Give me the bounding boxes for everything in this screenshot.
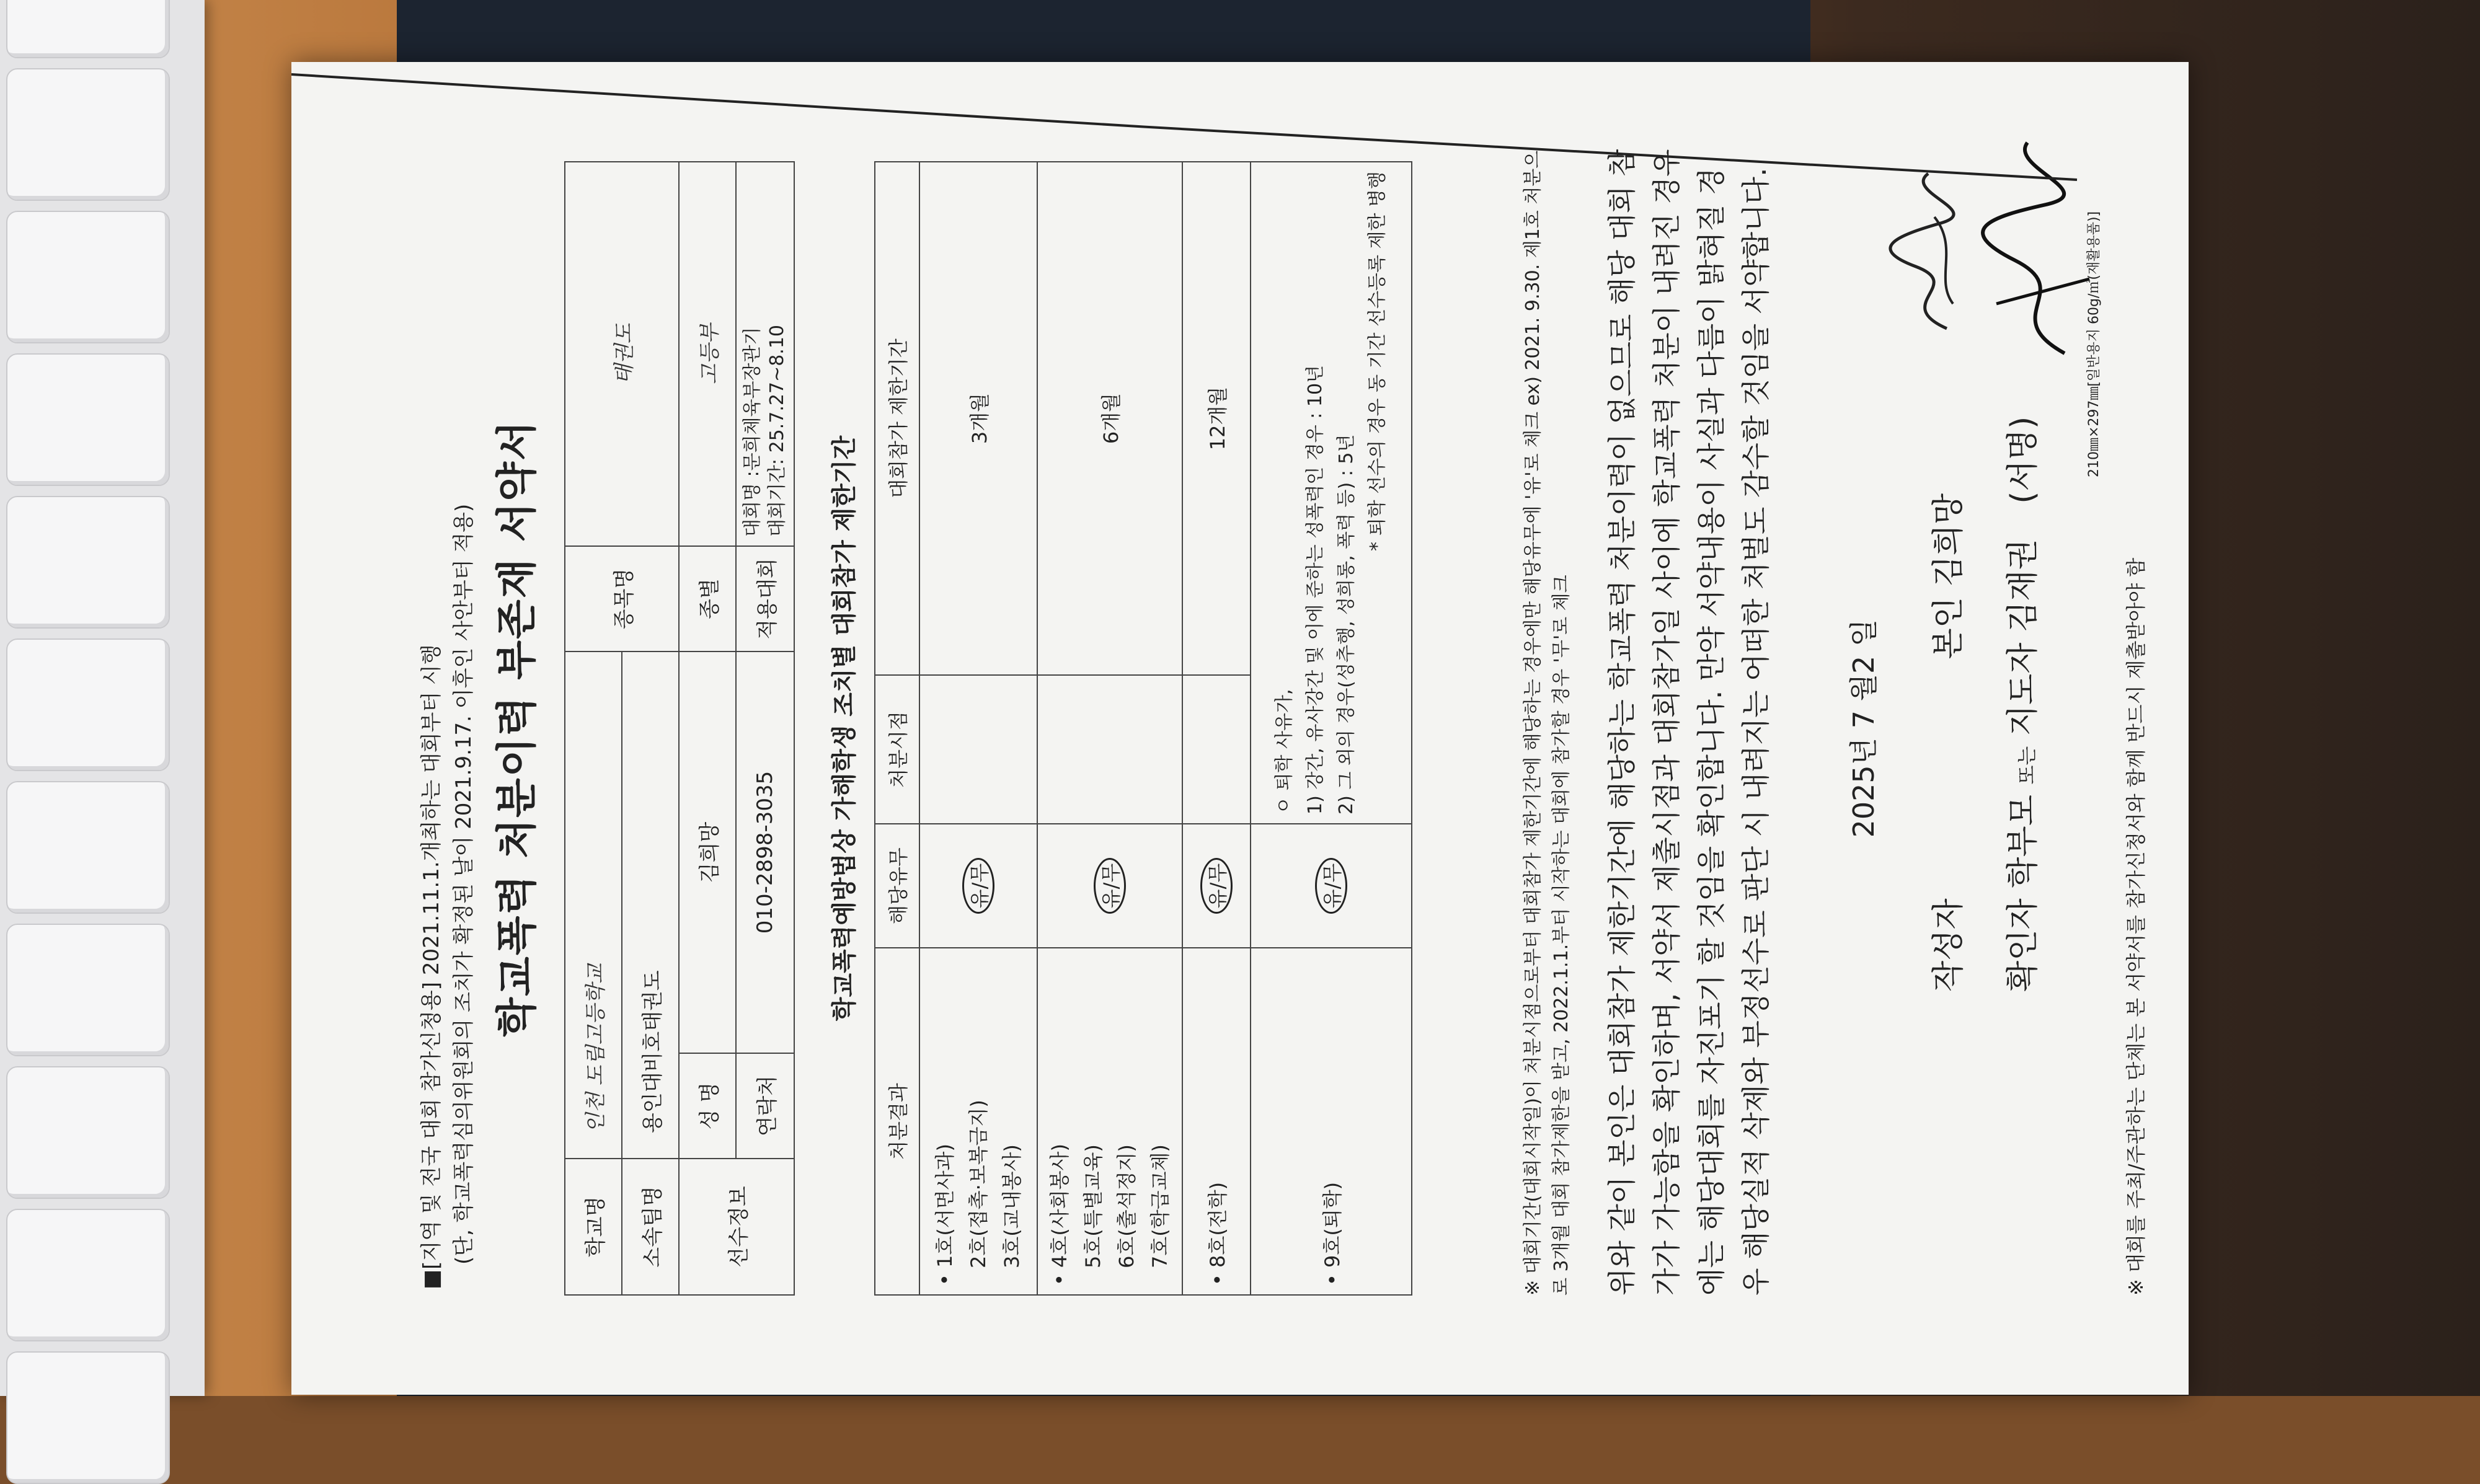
pledge-date: 2025년 7 월2 일	[1847, 619, 1880, 838]
sanction-item: 3호(교내봉사)	[1000, 1144, 1024, 1268]
sanction-item: • 8호(전학)	[1206, 1181, 1229, 1286]
signature-stroke	[291, 62, 2089, 186]
event-name: 대회명 :문희체육부장관기	[742, 327, 763, 537]
school-value: 인천 도림고등학교	[565, 651, 622, 1159]
sanction-group-1	[919, 948, 1037, 1295]
paper-size-note: 210㎜×297㎜[일반용지 60g/㎡(재활용품)]	[2086, 211, 2102, 477]
confirmer-sign-label: (서명)	[2004, 416, 2042, 504]
keyboard-key	[6, 353, 170, 486]
sanction-item: • 4호(사회봉사)	[1048, 1144, 1071, 1286]
yn-value: 유/무	[1200, 858, 1233, 914]
sport-label: 종목명	[565, 546, 679, 651]
notice-line-1: ■[지역 및 전국 대회 참가신청용] 2021.11.1.개최하는 대회부터 시행	[419, 644, 444, 1289]
confirmer-signature-line	[1996, 417, 2043, 992]
notice-line-2: (단, 학교폭력심의위원회의 조치가 확정된 날이 2021.9.17. 이후인 사안부터 적용)	[451, 503, 476, 1265]
yn-value: 유/무	[1094, 858, 1126, 914]
pledge-body: 위와 같이 본인은 대회참가 제한기간에 해당하는 학교폭력 처분이력이 없으므로 해당 대회 참가가 가능함을 확인하며, 서약서 제출시점과 대회참가일 사이에 학교폭력 처분이 내려진 경우에는 해당대회를 자진포기 할 것임을 확인합니다. 만약 서약내용이 사실과 다름이 밝혀질 경우 해당실적 삭제와 부정선수로 판단 시 내려지는 어떠한 처벌도 감수할 것임을 서약합니다.	[1605, 149, 1773, 1296]
pledge-paper	[291, 62, 2189, 1395]
team-value: 용인대비호태권도	[622, 651, 679, 1159]
date-cell	[1037, 675, 1182, 824]
sanction-table	[874, 161, 1412, 1296]
yn-cell	[1182, 824, 1251, 948]
keyboard-key	[6, 638, 170, 771]
remark-line: 1) 강간, 유사강간 및 이에 준하는 성폭력인 경우 : 10년	[1304, 364, 1326, 815]
footnote: ※ 대회기간(대회시작일)이 처분시점으로부터 대회참가 제한기간에 해당하는 경우에만 해당유무에 '유'로 체크 ex) 2021. 9.30. 제1호 처분으로 3개월 대회 참가제한을 받고, 2022.1.1.부터 시작하는 대회에 참가할 경우 '무'로 체크	[1522, 150, 1572, 1296]
sanction-item: • 1호(서면사과)	[933, 1144, 957, 1286]
expulsion-remarks	[1251, 162, 1412, 824]
limit-cell: 12개월	[1182, 162, 1251, 675]
header-yn: 해당유무	[875, 824, 919, 948]
gender-value: 고등부	[679, 162, 736, 546]
name-label: 성 명	[679, 1053, 736, 1159]
keyboard-key	[6, 0, 170, 58]
keyboard-key	[6, 924, 170, 1056]
event-period: 대회기간: 25.7.27~8.10	[766, 324, 788, 537]
sanction-item: 6호(출석정지)	[1115, 1144, 1138, 1268]
keyboard-key	[6, 1066, 170, 1199]
confirmer-role: 확인자 학부모	[2004, 795, 2042, 992]
author-role: 작성자	[1930, 898, 1967, 992]
yn-value: 유/무	[962, 858, 994, 914]
applicant-info-table	[564, 161, 795, 1296]
sanction-group-3	[1182, 948, 1251, 1295]
header-limit: 대회참가 제한기간	[875, 162, 919, 675]
sanction-group-2	[1037, 948, 1182, 1295]
keyboard-key	[6, 781, 170, 914]
event-label: 적용대회	[736, 546, 794, 651]
sanction-item: • 9호(퇴학)	[1321, 1181, 1344, 1286]
sanction-item: 7호(학급교체)	[1148, 1144, 1172, 1268]
keyboard	[0, 0, 205, 1396]
contact-value: 010-2898-3035	[736, 651, 794, 1053]
yn-cell	[1037, 824, 1182, 948]
sanction-item: 2호(접촉·보복금지)	[967, 1100, 990, 1268]
sport-value: 태권도	[565, 162, 679, 546]
document-title: 학교폭력 처분이력 부존재 서약서	[493, 420, 541, 1037]
author-signature-line	[1922, 493, 1968, 992]
limit-cell: 6개월	[1037, 162, 1182, 675]
yn-value: 유/무	[1315, 858, 1347, 914]
limit-cell: 3개월	[919, 162, 1037, 675]
sanction-table-title: 학교폭력예방법상 가해학생 조치별 대회참가 제한기간	[830, 435, 859, 1022]
player-info-label: 선수정보	[679, 1159, 794, 1295]
author-name: 본인 김희망	[1930, 493, 1967, 660]
contact-label: 연락처	[736, 1053, 794, 1159]
keyboard-key	[6, 1351, 170, 1484]
sanction-item: 5호(특별교육)	[1081, 1144, 1105, 1268]
date-cell	[919, 675, 1037, 824]
confirmer-name: 지도자 김재권	[2004, 539, 2042, 736]
bottom-note: ※ 대회를 주최/주관하는 단체는 본 서약서를 참가신청서와 함께 반드시 제출받아야 함	[2124, 557, 2148, 1296]
team-label: 소속팀명	[622, 1159, 679, 1295]
keyboard-key	[6, 68, 170, 201]
keyboard-key	[6, 496, 170, 629]
remark-line: ㅇ 퇴학 사유가,	[1273, 689, 1295, 815]
sanction-group-4	[1251, 948, 1412, 1295]
date-cell	[1182, 675, 1251, 824]
school-label: 학교명	[565, 1159, 622, 1295]
header-date: 처분시점	[875, 675, 919, 824]
yn-cell	[919, 824, 1037, 948]
yn-cell	[1251, 824, 1412, 948]
notice	[415, 504, 480, 1289]
pledge-document	[291, 62, 2189, 1395]
event-value	[736, 162, 794, 546]
name-value: 김희망	[679, 651, 736, 1053]
keyboard-key	[6, 211, 170, 343]
remark-line: 2) 그 외의 경우(성추행, 성희롱, 폭력 등) : 5년	[1335, 434, 1357, 815]
remark-line: * 퇴학 선수의 경우 동 기간 선수등록 제한 병행	[1366, 171, 1388, 551]
header-result: 처분결과	[875, 948, 919, 1295]
keyboard-key	[6, 1209, 170, 1341]
gender-label: 종별	[679, 546, 736, 651]
confirmer-or: 또는	[2015, 746, 2039, 785]
